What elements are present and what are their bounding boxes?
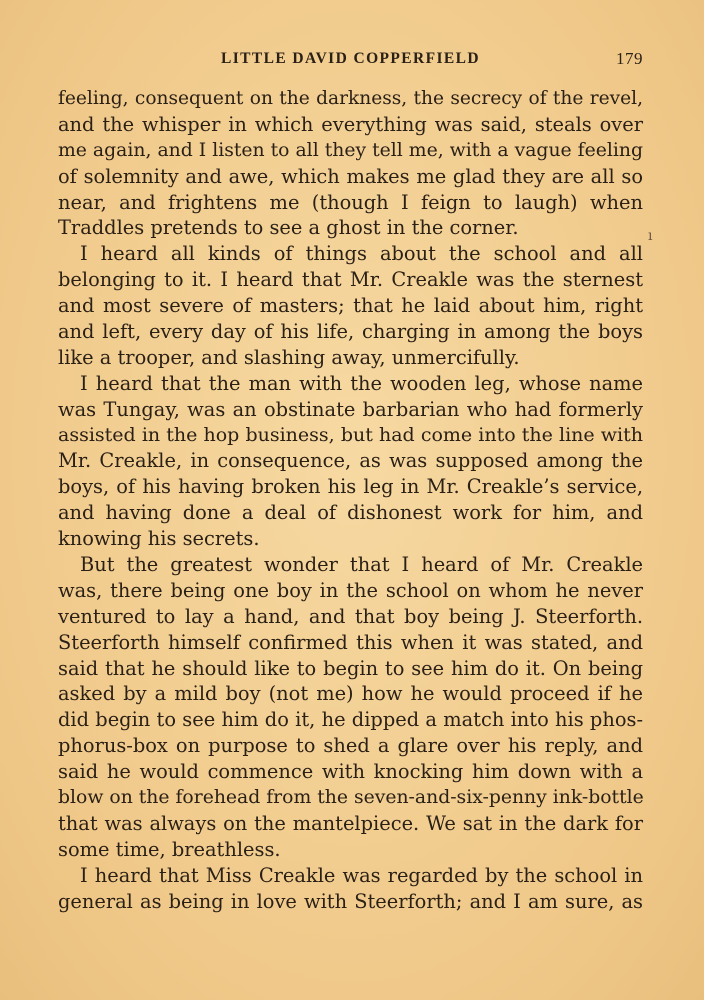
margin-mark: ı: [648, 228, 653, 244]
text-line: I heard that Miss Creakle was regarded by the school in: [80, 863, 643, 887]
text-line: blow on the forehead from the seven-and-six-penny ink-bottle: [58, 787, 644, 809]
text-line: and having done a deal of dishonest work for him, and: [58, 501, 643, 525]
running-title: LITTLE DAVID COPPERFIELD: [221, 50, 480, 67]
text-line: ventured to lay a hand, and that boy being J. Steerforth.: [58, 604, 643, 628]
text-line: knowing his secrets.: [58, 527, 260, 551]
text-line: some time, breathless.: [58, 837, 281, 861]
text-line: I heard that the man with the wooden leg, whose name: [80, 371, 643, 395]
text-line: and most severe of masters; that he laid about him, right: [58, 294, 643, 318]
text-line: of solemnity and awe, which makes me glad they are all so: [58, 164, 643, 188]
text-line: and the whisper in which everything was said, steals over: [58, 112, 643, 136]
text-line: belonging to it. I heard that Mr. Creakle was the sternest: [58, 268, 643, 292]
text-line: But the greatest wonder that I heard of Mr. Creakle: [80, 553, 643, 577]
text-line: said he would commence with knocking him down with a: [58, 760, 643, 784]
text-line: that was always on the mantelpiece. We sat in the dark for: [58, 811, 643, 835]
text-line: me again, and I listen to all they tell me, with a vague feeling: [58, 139, 643, 161]
text-line: like a trooper, and slashing away, unmercifully.: [58, 345, 520, 369]
text-line: boys, of his having broken his leg in Mr. Creakle’s service,: [58, 475, 643, 499]
text-line: and left, every day of his life, charging in among the boys: [58, 320, 643, 344]
text-line: was Tungay, was an obstinate barbarian who had formerly: [58, 397, 643, 421]
text-line: I heard all kinds of things about the school and all: [80, 242, 643, 266]
text-line: asked by a mild boy (not me) how he would proceed if he: [58, 682, 643, 706]
text-line: was, there being one boy in the school on whom he never: [58, 578, 643, 602]
text-line: did begin to see him do it, he dipped a match into his phos-: [58, 708, 643, 732]
page-number: 179: [616, 49, 643, 68]
body-text: [58, 86, 643, 915]
text-line: assisted in the hop business, but had come into the line with: [58, 423, 643, 446]
running-header: [58, 48, 643, 74]
text-line: Mr. Creakle, in consequence, as was supposed among the: [58, 449, 643, 473]
text-line: near, and frightens me (though I feign to laugh) when: [58, 190, 643, 214]
text-line: Traddles pretends to see a ghost in the corner.: [58, 216, 519, 240]
text-line: phorus-box on purpose to shed a glare over his reply, and: [58, 734, 643, 758]
text-line: Steerforth himself confirmed this when it was stated, and: [58, 630, 643, 654]
text-line: said that he should like to begin to see him do it. On being: [58, 656, 643, 680]
text-line: feeling, consequent on the darkness, the secrecy of the revel,: [58, 88, 643, 109]
text-line: general as being in love with Steerforth; and I am sure, as: [58, 889, 643, 913]
